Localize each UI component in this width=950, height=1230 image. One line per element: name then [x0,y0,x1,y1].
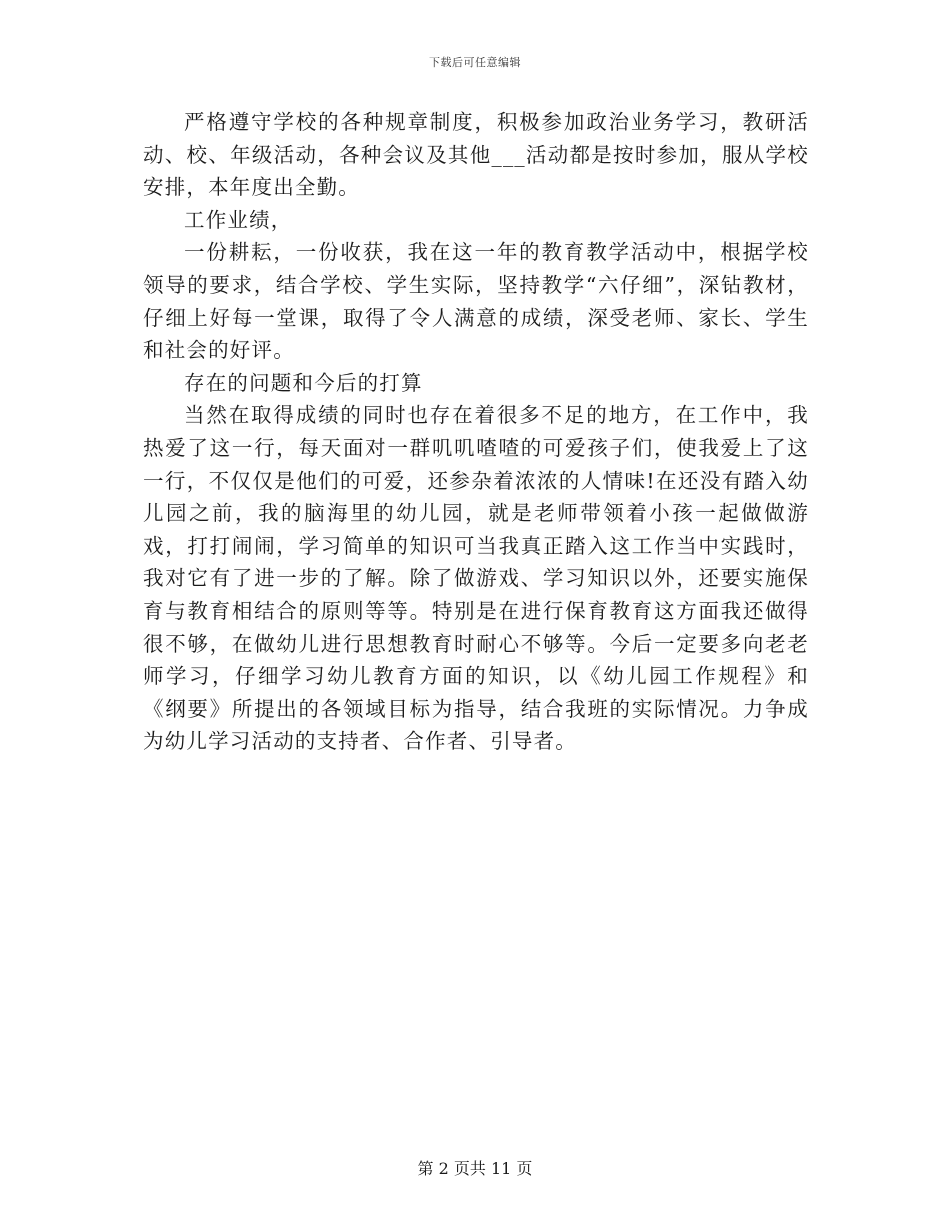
document-body [143,106,809,758]
paragraph-discipline: 严格遵守学校的各种规章制度，积极参加政治业务学习，教研活动、校、年级活动，各种会议及其他___活动都是按时参加，服从学校安排，本年度出全勤。 [143,110,809,200]
paragraph-problems-plans: 当然在取得成绩的同时也存在着很多不足的地方，在工作中，我热爱了这一行，每天面对一群叽叽喳喳的可爱孩子们，使我爱上了这一行，不仅仅是他们的可爱，还参杂着浓浓的人情味!在还没有踏入幼儿园之前，我的脑海里的幼儿园，就是老师带领着小孩一起做做游戏，打打闹闹，学习简单的知识可当我真正踏入这工作当中实践时，我对它有了进一步的了解。除了做游戏、学习知识以外，还要实施保育与教育相结合的原则等等。特别是在进行保育教育这方面我还做得很不够，在做幼儿进行思想教育时耐心不够等。今后一定要多向老老师学习，仔细学习幼儿教育方面的知识，以《幼儿园工作规程》和《纲要》所提出的各领域目标为指导，结合我班的实际情况。力争成为幼儿学习活动的支持者、合作者、引导者。 [143,403,809,754]
paragraph-achievements: 一份耕耘，一份收获，我在这一年的教育教学活动中，根据学校领导的要求，结合学校、学生实际，坚持教学“六仔细”，深钻教材，仔细上好每一堂课，取得了令人满意的成绩，深受老师、家长、学生和社会的好评。 [143,240,809,363]
page-header: 下载后可任意编辑 [429,56,521,69]
section-heading-achievements: 工作业绩， [184,207,293,232]
page-number-footer: 第 2 页共 11 页 [417,1159,533,1178]
section-heading-problems-plans: 存在的问题和今后的打算 [184,370,423,395]
